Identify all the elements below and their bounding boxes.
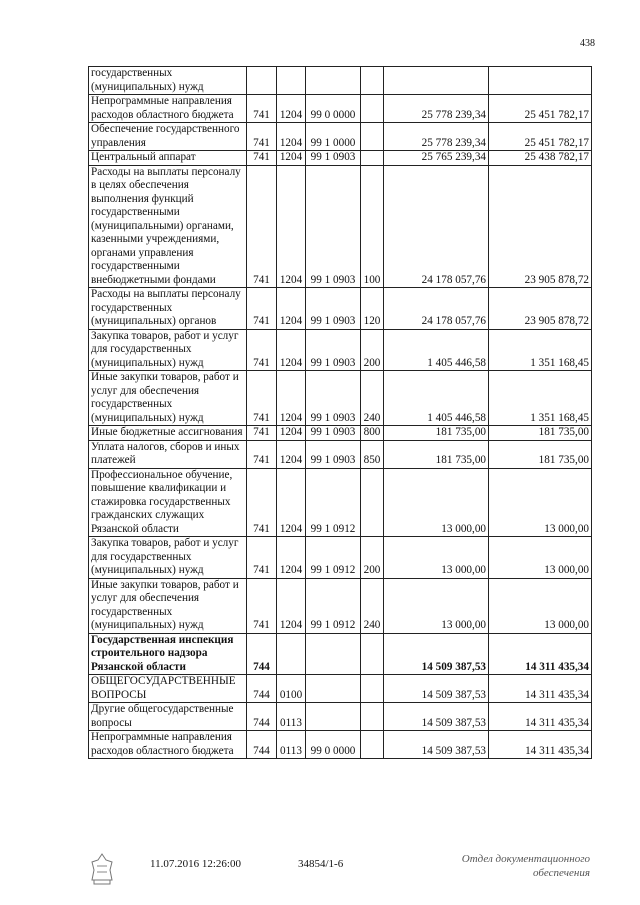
cell-name: Центральный аппарат — [89, 151, 247, 166]
cell-name: Расходы на выплаты персоналу государственных (муниципальных) органов — [89, 288, 247, 330]
cell-amount-1: 181 735,00 — [384, 440, 489, 468]
cell-expense-type — [361, 468, 384, 537]
cell-name: Профессиональное обучение, повышение квалификации и стажировка государственных гражданских служащих Рязанской области — [89, 468, 247, 537]
cell-target-code: 99 1 0903 — [306, 329, 361, 371]
cell-amount-1: 14 509 387,53 — [384, 633, 489, 675]
cell-amount-1: 181 735,00 — [384, 426, 489, 441]
cell-section-code: 1204 — [277, 123, 306, 151]
table-row — [89, 703, 592, 731]
cell-name: Непрограммные направления расходов областного бюджета — [89, 95, 247, 123]
cell-target-code: 99 1 0903 — [306, 440, 361, 468]
cell-expense-type — [361, 731, 384, 759]
cell-amount-2: 25 451 782,17 — [489, 123, 592, 151]
cell-ministry-code: 741 — [247, 371, 277, 426]
footer-doc-number: 34854/1-6 — [298, 858, 344, 870]
cell-amount-1: 14 509 387,53 — [384, 703, 489, 731]
cell-expense-type — [361, 95, 384, 123]
cell-name: государственных (муниципальных) нужд — [89, 67, 247, 95]
table-row — [89, 151, 592, 166]
cell-ministry-code: 741 — [247, 165, 277, 288]
cell-target-code: 99 1 0903 — [306, 426, 361, 441]
cell-ministry-code — [247, 67, 277, 95]
department-stamp — [440, 852, 590, 880]
stamp-line-2: обеспечения — [533, 867, 590, 879]
cell-expense-type: 240 — [361, 578, 384, 633]
cell-expense-type — [361, 151, 384, 166]
cell-amount-2: 23 905 878,72 — [489, 288, 592, 330]
table-row — [89, 123, 592, 151]
cell-ministry-code: 744 — [247, 703, 277, 731]
cell-amount-2: 1 351 168,45 — [489, 329, 592, 371]
table-row — [89, 578, 592, 633]
cell-amount-2: 14 311 435,34 — [489, 675, 592, 703]
cell-expense-type — [361, 633, 384, 675]
cell-name: ОБЩЕГОСУДАРСТВЕННЫЕ ВОПРОСЫ — [89, 675, 247, 703]
cell-amount-2: 13 000,00 — [489, 578, 592, 633]
table-row — [89, 288, 592, 330]
cell-amount-1: 13 000,00 — [384, 537, 489, 579]
cell-amount-1: 1 405 446,58 — [384, 371, 489, 426]
cell-amount-2: 23 905 878,72 — [489, 165, 592, 288]
table-row — [89, 67, 592, 95]
cell-amount-1: 25 778 239,34 — [384, 123, 489, 151]
cell-expense-type — [361, 123, 384, 151]
cell-ministry-code: 741 — [247, 537, 277, 579]
cell-expense-type: 240 — [361, 371, 384, 426]
cell-section-code — [277, 67, 306, 95]
cell-ministry-code: 741 — [247, 151, 277, 166]
cell-amount-1: 14 509 387,53 — [384, 675, 489, 703]
cell-expense-type: 200 — [361, 537, 384, 579]
cell-amount-2: 13 000,00 — [489, 468, 592, 537]
cell-amount-1: 25 778 239,34 — [384, 95, 489, 123]
cell-section-code: 1204 — [277, 537, 306, 579]
cell-amount-1 — [384, 67, 489, 95]
cell-target-code — [306, 633, 361, 675]
cell-section-code: 1204 — [277, 95, 306, 123]
cell-target-code: 99 1 0903 — [306, 288, 361, 330]
table-row — [89, 537, 592, 579]
cell-expense-type — [361, 67, 384, 95]
cell-ministry-code: 741 — [247, 426, 277, 441]
cell-target-code: 99 1 0912 — [306, 537, 361, 579]
cell-ministry-code: 741 — [247, 329, 277, 371]
budget-table — [88, 66, 592, 759]
cell-name: Иные закупки товаров, работ и услуг для обеспечения государственных (муниципальных) нужд — [89, 578, 247, 633]
cell-expense-type — [361, 703, 384, 731]
cell-expense-type: 200 — [361, 329, 384, 371]
footer-datetime: 11.07.2016 12:26:00 — [150, 858, 241, 870]
cell-amount-2: 14 311 435,34 — [489, 633, 592, 675]
cell-ministry-code: 741 — [247, 468, 277, 537]
cell-expense-type: 100 — [361, 165, 384, 288]
cell-amount-2: 181 735,00 — [489, 426, 592, 441]
cell-target-code: 99 1 0912 — [306, 468, 361, 537]
cell-section-code: 1204 — [277, 578, 306, 633]
cell-name: Закупка товаров, работ и услуг для государственных (муниципальных) нужд — [89, 537, 247, 579]
cell-section-code: 1204 — [277, 165, 306, 288]
cell-amount-2: 25 451 782,17 — [489, 95, 592, 123]
cell-expense-type: 120 — [361, 288, 384, 330]
cell-name: Закупка товаров, работ и услуг для государственных (муниципальных) нужд — [89, 329, 247, 371]
cell-name: Иные бюджетные ассигнования — [89, 426, 247, 441]
cell-section-code: 0113 — [277, 703, 306, 731]
cell-name: Непрограммные направления расходов областного бюджета — [89, 731, 247, 759]
table-row — [89, 165, 592, 288]
cell-expense-type: 850 — [361, 440, 384, 468]
cell-section-code: 1204 — [277, 329, 306, 371]
budget-table-body — [89, 67, 592, 759]
cell-section-code: 1204 — [277, 426, 306, 441]
cell-amount-1: 1 405 446,58 — [384, 329, 489, 371]
cell-name: Иные закупки товаров, работ и услуг для обеспечения государственных (муниципальных) нужд — [89, 371, 247, 426]
table-row — [89, 633, 592, 675]
cell-section-code: 1204 — [277, 440, 306, 468]
table-row — [89, 426, 592, 441]
cell-target-code: 99 1 0903 — [306, 165, 361, 288]
cell-section-code: 1204 — [277, 151, 306, 166]
cell-amount-2: 1 351 168,45 — [489, 371, 592, 426]
table-row — [89, 329, 592, 371]
cell-name: Другие общегосударственные вопросы — [89, 703, 247, 731]
cell-ministry-code: 744 — [247, 633, 277, 675]
cell-target-code — [306, 703, 361, 731]
cell-section-code: 1204 — [277, 288, 306, 330]
cell-name: Расходы на выплаты персоналу в целях обеспечения выполнения функций государственными (муниципальными) органами, казенными учреждениями, органами управления государственными внебюджетными фондами — [89, 165, 247, 288]
cell-ministry-code: 744 — [247, 731, 277, 759]
cell-amount-1: 14 509 387,53 — [384, 731, 489, 759]
cell-amount-2: 14 311 435,34 — [489, 703, 592, 731]
cell-amount-2: 14 311 435,34 — [489, 731, 592, 759]
cell-section-code — [277, 633, 306, 675]
table-row — [89, 95, 592, 123]
cell-ministry-code: 741 — [247, 578, 277, 633]
cell-name: Государственная инспекция строительного надзора Рязанской области — [89, 633, 247, 675]
cell-target-code — [306, 675, 361, 703]
cell-amount-1: 25 765 239,34 — [384, 151, 489, 166]
cell-ministry-code: 741 — [247, 440, 277, 468]
cell-expense-type: 800 — [361, 426, 384, 441]
cell-section-code: 1204 — [277, 468, 306, 537]
stamp-line-1: Отдел документационного — [461, 853, 590, 865]
table-row — [89, 675, 592, 703]
cell-amount-1: 24 178 057,76 — [384, 288, 489, 330]
cell-name: Обеспечение государственного управления — [89, 123, 247, 151]
cell-amount-2: 13 000,00 — [489, 537, 592, 579]
cell-target-code: 99 1 0000 — [306, 123, 361, 151]
cell-target-code: 99 1 0912 — [306, 578, 361, 633]
cell-amount-1: 24 178 057,76 — [384, 165, 489, 288]
cell-amount-2: 181 735,00 — [489, 440, 592, 468]
cell-amount-2: 25 438 782,17 — [489, 151, 592, 166]
table-row — [89, 371, 592, 426]
cell-section-code: 0113 — [277, 731, 306, 759]
cell-ministry-code: 741 — [247, 95, 277, 123]
cell-target-code: 99 0 0000 — [306, 731, 361, 759]
cell-amount-1: 13 000,00 — [384, 468, 489, 537]
cell-section-code: 0100 — [277, 675, 306, 703]
cell-expense-type — [361, 675, 384, 703]
cell-ministry-code: 741 — [247, 288, 277, 330]
cell-target-code: 99 1 0903 — [306, 371, 361, 426]
emblem-icon — [88, 852, 116, 886]
cell-amount-1: 13 000,00 — [384, 578, 489, 633]
cell-target-code: 99 1 0903 — [306, 151, 361, 166]
page-number: 438 — [580, 38, 595, 49]
cell-ministry-code: 741 — [247, 123, 277, 151]
table-row — [89, 731, 592, 759]
cell-ministry-code: 744 — [247, 675, 277, 703]
cell-section-code: 1204 — [277, 371, 306, 426]
table-row — [89, 468, 592, 537]
table-row — [89, 440, 592, 468]
cell-name: Уплата налогов, сборов и иных платежей — [89, 440, 247, 468]
cell-target-code: 99 0 0000 — [306, 95, 361, 123]
cell-target-code — [306, 67, 361, 95]
cell-amount-2 — [489, 67, 592, 95]
